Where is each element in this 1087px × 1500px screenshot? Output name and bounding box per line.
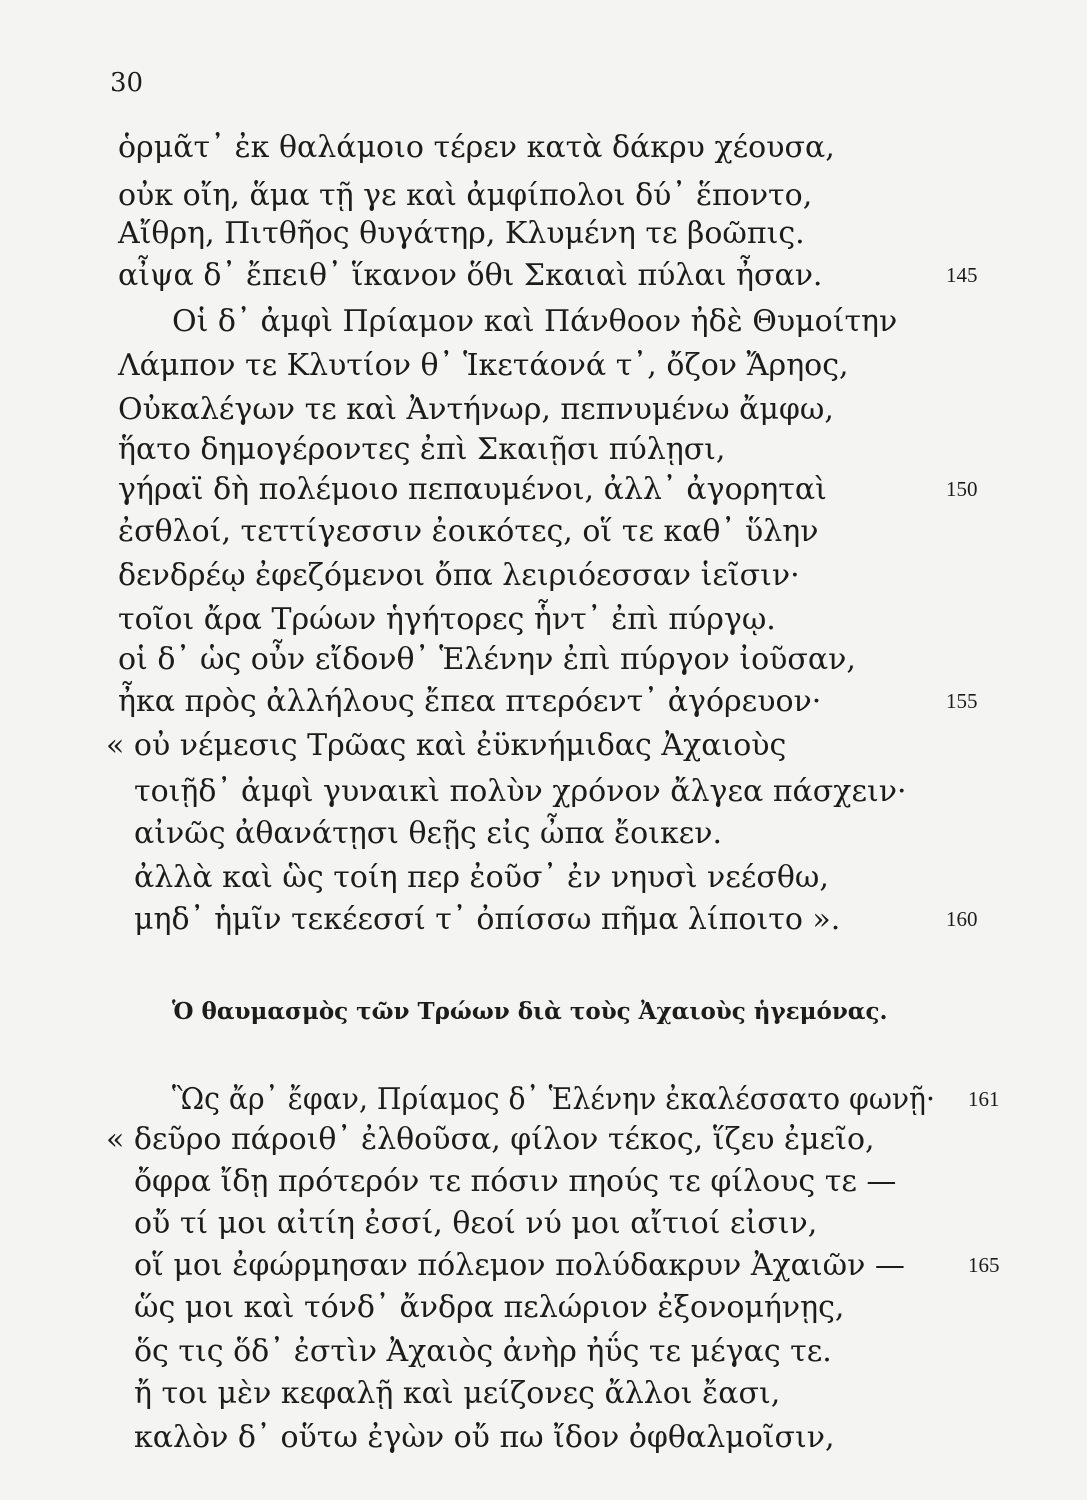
verse-text: Οἱ δ᾽ ἀμφὶ Πρίαμον καὶ Πάνθοον ἠδὲ Θυμοίτην (172, 304, 898, 339)
verse-text: « οὐ νέμεσις Τρῶας καὶ ἐϋκνήμιδας Ἀχαιοὺς (106, 728, 787, 763)
verse-text: ὄφρα ἴδῃ πρότερόν τε πόσιν πηούς τε φίλους τε — (134, 1164, 897, 1199)
verse-line (0, 814, 1087, 854)
section-heading: Ὁ θαυμασμὸς τῶν Τρώων διὰ τοὺς Ἀχαιοὺς ἡγεμόνας. (172, 998, 888, 1025)
verse-text: δενδρέῳ ἐφεζόμενοι ὄπα λειριόεσσαν ἱεῖσιν· (118, 558, 800, 593)
verse-line (0, 772, 1087, 812)
page-number: 30 (110, 68, 144, 98)
verse-line (0, 726, 1087, 766)
verse-line (0, 900, 1087, 940)
verse-line (0, 346, 1087, 386)
verse-line (0, 512, 1087, 552)
verse-line (0, 1204, 1087, 1244)
verse-line (0, 302, 1087, 342)
verse-line (0, 556, 1087, 596)
verse-line (0, 128, 1087, 168)
verse-text: Ὣς ἄρ᾽ ἔφαν, Πρίαμος δ᾽ Ἑλένην ἐκαλέσσατο φωνῇ· (172, 1082, 935, 1117)
verse-text: Λάμπον τε Κλυτίον θ᾽ Ἱκετάονά τ᾽, ὄζον Ἄρηος, (118, 348, 849, 383)
verse-text: Αἴθρη, Πιτθῆος θυγάτηρ, Κλυμένη τε βοῶπις. (118, 216, 805, 251)
verse-text: οὐκ οἴη, ἅμα τῇ γε καὶ ἀμφίπολοι δύ᾽ ἕποντο, (118, 178, 813, 213)
verse-line (0, 470, 1087, 510)
line-number: 165 (968, 1253, 1000, 1277)
verse-line (0, 430, 1087, 470)
verse-line (0, 600, 1087, 640)
verse-text: οὔ τί μοι αἰτίη ἐσσί, θεοί νύ μοι αἴτιοί εἰσιν, (134, 1206, 818, 1241)
verse-text: ὅς τις ὅδ᾽ ἐστὶν Ἀχαιὸς ἀνὴρ ἠΰς τε μέγας τε. (134, 1334, 832, 1369)
line-number: 150 (946, 477, 978, 501)
line-number: 161 (968, 1087, 1000, 1111)
verse-line (0, 1246, 1087, 1286)
verse-text: οἱ δ᾽ ὡς οὖν εἴδονθ᾽ Ἑλένην ἐπὶ πύργον ἰοῦσαν, (118, 642, 856, 677)
verse-line (0, 1418, 1087, 1458)
verse-line (0, 1374, 1087, 1414)
verse-line (0, 214, 1087, 254)
verse-text: ἤ τοι μὲν κεφαλῇ καὶ μείζονες ἄλλοι ἔασι, (134, 1376, 781, 1411)
verse-text: « δεῦρο πάροιθ᾽ ἐλθοῦσα, φίλον τέκος, ἵζευ ἐμεῖο, (106, 1122, 875, 1157)
verse-text: μηδ᾽ ἡμῖν τεκέεσσί τ᾽ ὀπίσσω πῆμα λίποιτο ». (134, 902, 841, 937)
verse-text: αἰνῶς ἀθανάτῃσι θεῇς εἰς ὦπα ἔοικεν. (134, 816, 723, 851)
verse-text: Οὐκαλέγων τε καὶ Ἀντήνωρ, πεπνυμένω ἄμφω, (118, 392, 834, 427)
verse-line (0, 390, 1087, 430)
verse-text: ἦκα πρὸς ἀλλήλους ἔπεα πτερόεντ᾽ ἀγόρευον· (118, 684, 822, 719)
verse-text: ὁρμᾶτ᾽ ἐκ θαλάμοιο τέρεν κατὰ δάκρυ χέουσα, (118, 130, 835, 165)
verse-text: οἵ μοι ἐφώρμησαν πόλεμον πολύδακρυν Ἀχαιῶν — (134, 1248, 905, 1283)
verse-line (0, 1288, 1087, 1328)
verse-text: ἀλλὰ καὶ ὣς τοίη περ ἐοῦσ᾽ ἐν νηυσὶ νεέσθω, (134, 860, 829, 895)
verse-text: γήραϊ δὴ πολέμοιο πεπαυμένοι, ἀλλ᾽ ἀγορηταὶ (118, 472, 827, 507)
verse-line (0, 858, 1087, 898)
verse-line (0, 640, 1087, 680)
verse-line (0, 256, 1087, 296)
verse-text: αἶψα δ᾽ ἔπειθ᾽ ἵκανον ὅθι Σκαιαὶ πύλαι ἦσαν. (118, 258, 823, 293)
verse-text: ὥς μοι καὶ τόνδ᾽ ἄνδρα πελώριον ἐξονομήνῃς, (134, 1290, 845, 1325)
verse-text: τοῖοι ἄρα Τρώων ἡγήτορες ἧντ᾽ ἐπὶ πύργῳ. (118, 602, 776, 637)
verse-line (0, 176, 1087, 216)
line-number: 145 (946, 263, 978, 287)
line-number: 155 (946, 689, 978, 713)
verse-text: ἐσθλοί, τεττίγεσσιν ἐοικότες, οἵ τε καθ᾽ ὕλην (118, 514, 819, 549)
verse-text: τοιῇδ᾽ ἀμφὶ γυναικὶ πολὺν χρόνον ἄλγεα πάσχειν· (134, 774, 907, 809)
verse-text: καλὸν δ᾽ οὕτω ἐγὼν οὔ πω ἴδον ὀφθαλμοῖσιν, (134, 1420, 835, 1455)
verse-line (0, 1080, 1087, 1120)
verse-line (0, 1332, 1087, 1372)
verse-line (0, 682, 1087, 722)
line-number: 160 (946, 907, 978, 931)
verse-text: ἥατο δημογέροντες ἐπὶ Σκαιῇσι πύλῃσι, (118, 432, 726, 467)
verse-line (0, 1120, 1087, 1160)
verse-line (0, 1162, 1087, 1202)
